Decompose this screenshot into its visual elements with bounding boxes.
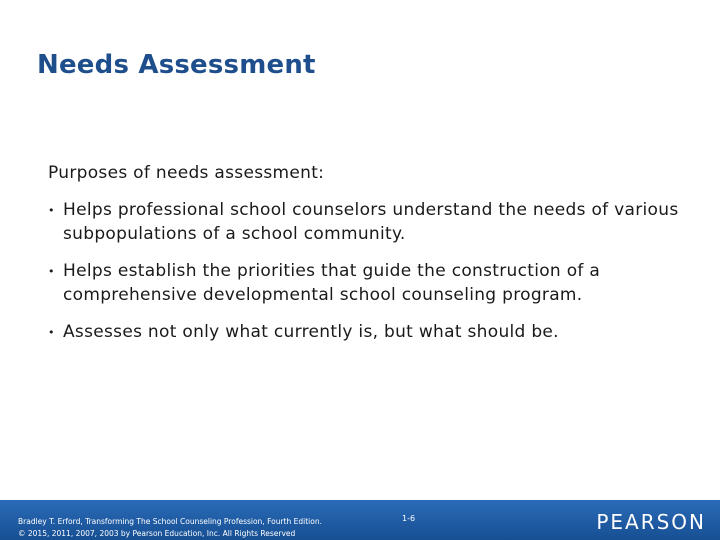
bullet-text: Assesses not only what currently is, but what should be. [63, 322, 559, 342]
slide-title: Needs Assessment [37, 50, 316, 80]
bullet-text: Helps establish the priorities that guide the construction of a comprehensive developmental school counseling program. [63, 261, 601, 305]
bullet-dot-icon: • [48, 326, 55, 339]
bullet-dot-icon: • [48, 204, 55, 217]
page-number: 1-6 [402, 514, 416, 523]
intro-text: Purposes of needs assessment: [48, 163, 325, 183]
bullet-text: Helps professional school counselors understand the needs of various subpopulations of a school community. [63, 200, 679, 244]
bullet-list [48, 198, 698, 357]
bullet-item [48, 259, 698, 307]
citation [18, 516, 322, 540]
citation-line-2: © 2015, 2011, 2007, 2003 by Pearson Education, Inc. All Rights Reserved [18, 529, 296, 538]
bullet-item [48, 320, 698, 344]
footer-bar [0, 500, 720, 540]
bullet-item [48, 198, 698, 246]
pearson-logo: PEARSON [596, 510, 706, 534]
citation-line-1: Bradley T. Erford, Transforming The School Counseling Profession, Fourth Edition. [18, 517, 322, 526]
bullet-dot-icon: • [48, 265, 55, 278]
